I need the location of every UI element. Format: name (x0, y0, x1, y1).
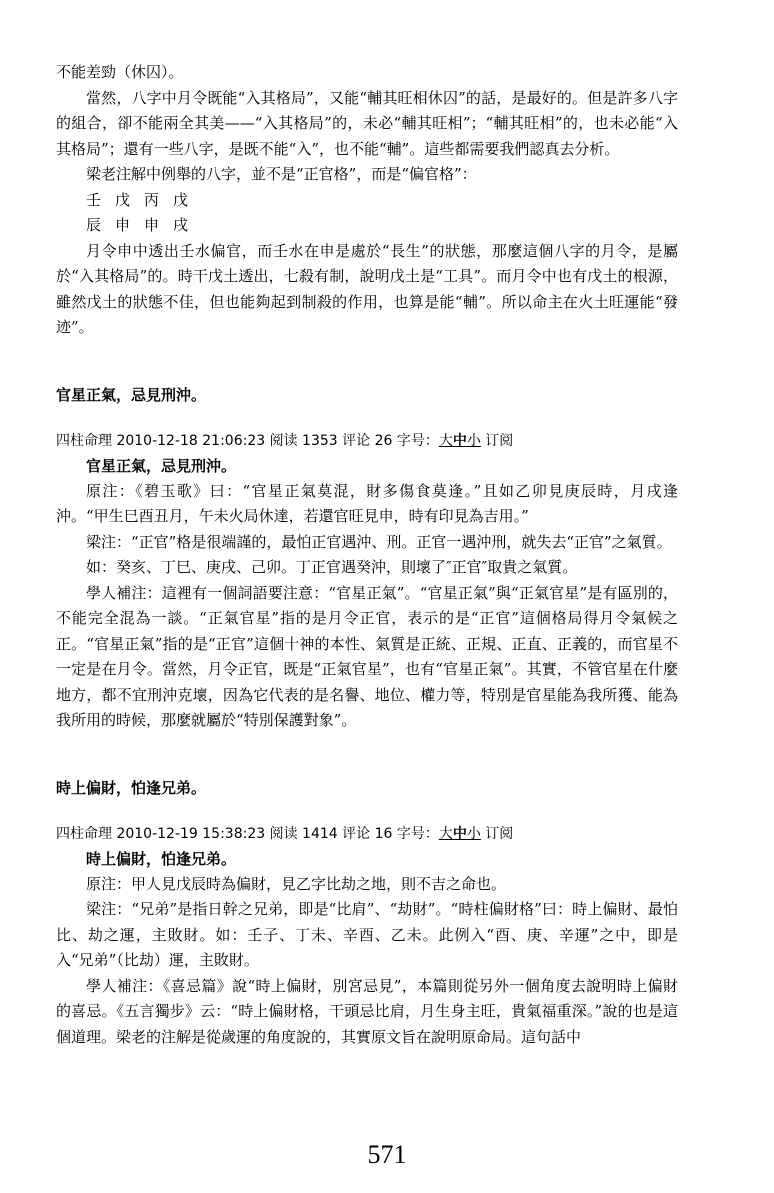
section-paragraph: 梁注：“兄弟”是指日幹之兄弟，即是“比肩”、“劫財”。“時柱偏財格”曰：時上偏財、最怕比、劫之運，主敗財。如：壬子、丁未、辛酉、乙未。此例入“酉、庚、辛運”之中，即是入“兄弟”（比劫）運，主敗財。 (56, 900, 678, 969)
font-size-large-link[interactable]: 大 (438, 432, 453, 449)
section-paragraph: 如：癸亥、丁巳、庚戌、己卯。丁正官遇癸沖，則壞了″正官″取貴之氣質。 (86, 558, 578, 576)
post-meta (56, 822, 678, 847)
bazi-chart-row-1: 壬戊丙戊 (86, 190, 203, 209)
section-title[interactable]: 時上偏財，怕逢兄弟。 (56, 778, 207, 797)
section-guanxing (56, 383, 678, 734)
subscribe-link[interactable]: 订阅 (485, 825, 514, 842)
font-size-medium-link[interactable]: 中 (452, 432, 467, 449)
intro-paragraph-1: 當然，八字中月令既能“入其格局”，又能“輔其旺相休囚”的話，是最好的。但是許多八字的組合，卻不能兩全其美——“入其格局”的，未必“輔其旺相”；“輔其旺相”的，也未必能“入其格局”；還有一些八字，是既不能“入”，也不能“輔”。這些都需要我們認真去分析。 (56, 88, 678, 158)
font-size-small-link[interactable]: 小 (466, 825, 481, 842)
section-paragraph: 梁注：“正官”格是很端謹的，最怕正官遇沖、刑。正官一遇沖刑，就失去“正官”之氣質。 (86, 532, 672, 551)
section-paragraph: 原注：甲人見戊辰時為偏財，見乙字比劫之地，則不吉之命也。 (86, 874, 507, 893)
font-size-medium-link[interactable]: 中 (452, 825, 467, 842)
post-subtitle: 官星正氣，忌見刑沖。 (86, 456, 237, 475)
post-meta-info: 四柱命理 2010-12-18 21:06:23 阅读 1353 评论 26 字号： (56, 432, 439, 449)
post-meta-info: 四柱命理 2010-12-19 15:38:23 阅读 1414 评论 16 字号： (56, 825, 439, 842)
post-subtitle: 時上偏財，怕逢兄弟。 (86, 849, 237, 868)
page-number: 571 (367, 1140, 407, 1169)
intro-paragraph-3: 月令申中透出壬水偏官，而壬水在申是處於“長生”的狀態，那麼這個八字的月令，是屬於“入其格局”的。時干戊土透出，七殺有制，說明戊土是“工具”。而月令中也有戊土的根源，雖然戊土的狀態不佳，但也能夠起到制殺的作用，也算是能“輔”。所以命主在火土旺運能“發迹”。 (56, 241, 678, 336)
page-content (56, 60, 678, 1050)
section-paragraph: 學人補注：這裡有一個詞語要注意：“官星正氣”。“官星正氣”與“正氣官星”是有區別的，不能完全混為一談。“正氣官星”指的是月令正官，表示的是“正官”這個格局得月令氣候之正。“官星正氣”指的是“正官”這個十神的本性、氣質是正統、正規、正直、正義的，而官星不一定是在月令。當然，月令正官，既是“正氣官星”，也有“官星正氣”。其實，不管官星在什麼地方，都不宜刑沖克壞，因為它代表的是名譽、地位、權力等，特別是官星能為我所獲、能為我所用的時候，那麼就屬於“特別保護對象”。 (56, 583, 678, 729)
section-title[interactable]: 官星正氣，忌見刑沖。 (56, 385, 207, 404)
bazi-chart-row-2: 辰申申戌 (86, 216, 203, 234)
section-paragraph: 原注：《碧玉歌》曰：“官星正氣莫混，財多傷食莫逢。”且如乙卯見庚辰時，月戌逢沖。“甲生巳酉丑月，午未火局休達，若還官旺見申，時有印見為吉用。” (56, 481, 678, 525)
post-meta (56, 429, 678, 454)
subscribe-link[interactable]: 订阅 (485, 432, 514, 449)
section-paragraph: 學人補注：《喜忌篇》說“時上偏財，別宮忌見”，本篇則從另外一個角度去說明時上偏財的喜忌。《五言獨步》云：“時上偏財格，干頭忌比肩，月生身主旺，貴氣福重深。”說的也是這個道理。梁老的注解是從歲運的角度說的，其實原文旨在說明原命局。這句話中 (56, 976, 678, 1046)
section-shishang (56, 776, 678, 1051)
font-size-large-link[interactable]: 大 (438, 825, 453, 842)
font-size-small-link[interactable]: 小 (466, 432, 481, 449)
intro-paragraph-2: 梁老注解中例舉的八字，並不是“正官格”，而是“偏官格”： (86, 165, 477, 183)
intro-line-0: 不能差勁（休囚）。 (56, 63, 184, 81)
